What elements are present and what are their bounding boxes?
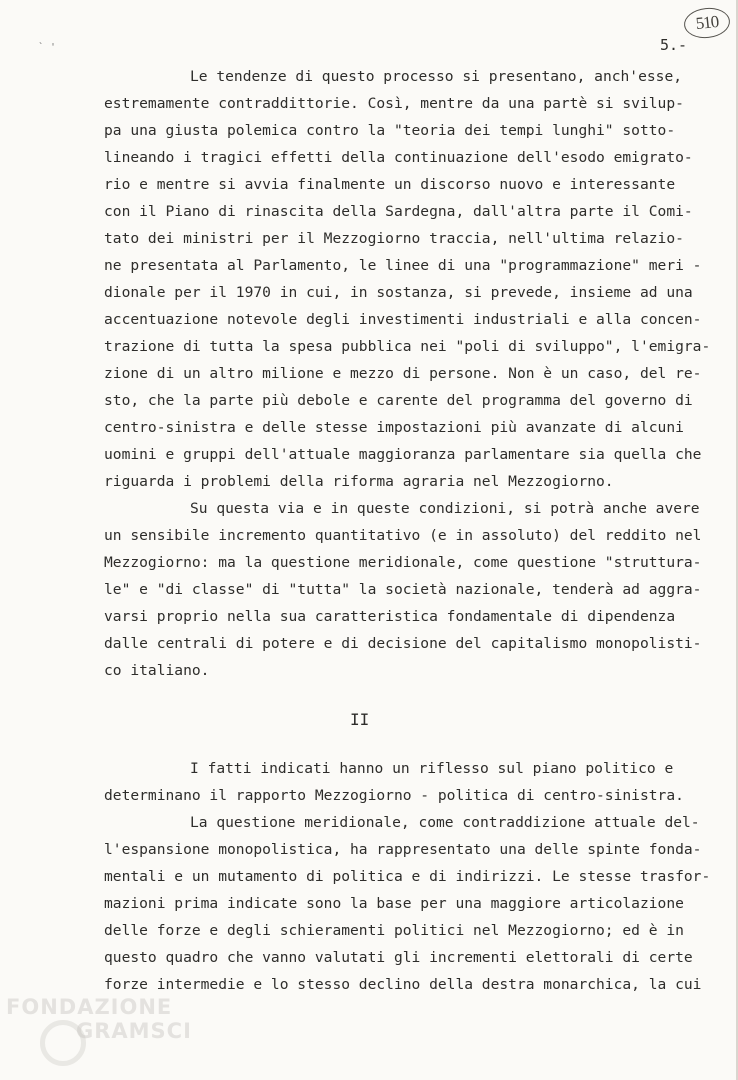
text-line: rio e mentre si avvia finalmente un discorso nuovo e interessante [104,176,676,193]
text-line: lineando i tragici effetti della continuazione dell'esodo emigrato- [104,149,693,166]
section-heading: II [350,710,370,729]
text-line: delle forze e degli schieramenti politici nel Mezzogiorno; ed è in [104,922,684,939]
text-line: forze intermedie e lo stesso declino della destra monarchica, la cui [104,976,702,993]
text-line: dionale per il 1970 in cui, in sostanza, si prevede, insieme ad una [104,284,693,301]
text-line: un sensibile incremento quantitativo (e in assoluto) del reddito nel [104,527,702,544]
text-line: tato dei ministri per il Mezzogiorno traccia, nell'ultima relazio- [104,230,684,247]
text-line: uomini e gruppi dell'attuale maggioranza parlamentare sia quella che [104,446,702,463]
text-line: Su questa via e in queste condizioni, si potrà anche avere [190,500,700,517]
text-line: co italiano. [104,662,210,679]
text-line: con il Piano di rinascita della Sardegna, dall'altra parte il Comi- [104,203,693,220]
text-line: questo quadro che vanno valutati gli incrementi elettorali di certe [104,949,693,966]
text-line: determinano il rapporto Mezzogiorno - politica di centro-sinistra. [104,787,684,804]
text-line: pa una giusta polemica contro la "teoria dei tempi lunghi" sotto- [104,122,676,139]
text-line: ne presentata al Parlamento, le linee di una "programmazione" meri - [104,257,702,274]
corner-mark: ` ' [38,42,57,53]
text-line: Mezzogiorno: ma la questione meridionale, come questione "struttura- [104,554,702,571]
watermark [6,995,206,1043]
text-line: I fatti indicati hanno un riflesso sul piano politico e [190,760,674,777]
text-line: La questione meridionale, come contraddizione attuale del- [190,814,700,831]
text-line: Le tendenze di questo processo si presentano, anch'esse, [190,68,683,85]
page-number: 5.- [660,36,688,54]
text-line: le" e "di classe" di "tutta" la società nazionale, tenderà ad aggra- [104,581,702,598]
text-line: mentali e un mutamento di politica e di indirizzi. Le stesse trasfor- [104,868,711,885]
text-line: riguarda i problemi della riforma agraria nel Mezzogiorno. [104,473,614,490]
archive-stamp: 510 [683,6,732,41]
text-line: zione di un altro milione e mezzo di persone. Non è un caso, del re- [104,365,702,382]
watermark-line-1: FONDAZIONE [6,995,173,1019]
text-line: estremamente contraddittorie. Così, mentre da una partè si svilup- [104,95,684,112]
text-line: accentuazione notevole degli investimenti industriali e alla concen- [104,311,702,328]
watermark-line-2: GRAMSCI [76,1019,192,1043]
text-line: centro-sinistra e delle stesse impostazioni più avanzate di alcuni [104,419,684,436]
text-line: sto, che la parte più debole e carente del programma del governo di [104,392,693,409]
text-line: varsi proprio nella sua caratteristica fondamentale di dipendenza [104,608,676,625]
text-line: l'espansione monopolistica, ha rappresentato una delle spinte fonda- [104,841,702,858]
text-line: mazioni prima indicate sono la base per una maggiore articolazione [104,895,684,912]
text-line: dalle centrali di potere e di decisione del capitalismo monopolisti- [104,635,702,652]
text-line: trazione di tutta la spesa pubblica nei "poli di sviluppo", l'emigra- [104,338,711,355]
